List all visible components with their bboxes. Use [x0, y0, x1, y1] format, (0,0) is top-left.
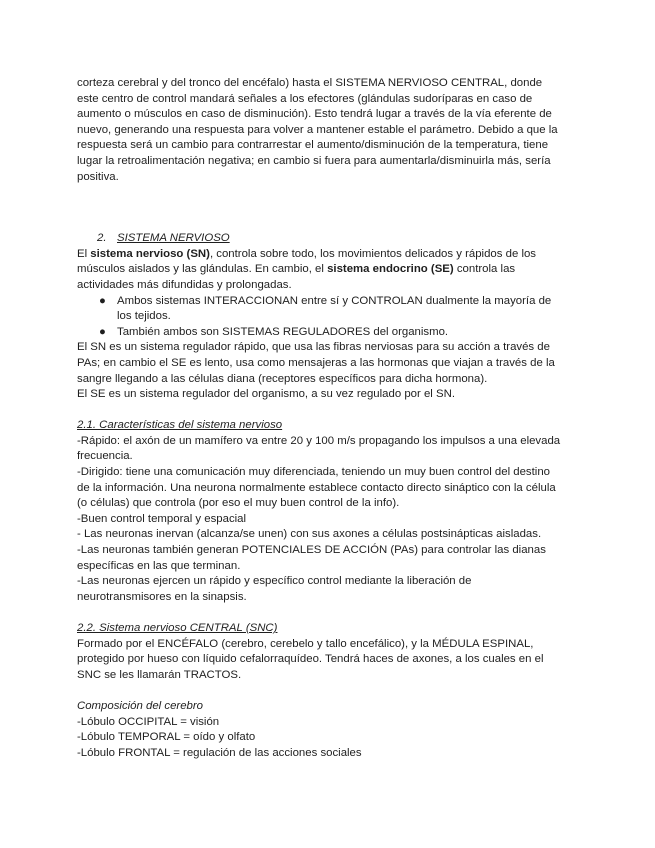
text-line: actividades más difundidas y prolongadas.: [77, 278, 292, 291]
text-line: positiva.: [77, 170, 119, 183]
text-line: de la información. Una neurona normalmente establece contacto directo sináptico con la célula: [77, 481, 556, 494]
section-number: 2.: [97, 232, 107, 245]
bullet-icon: ●: [99, 325, 106, 338]
text-line: -Lóbulo OCCIPITAL = visión: [77, 715, 220, 728]
text-line: -Rápido: el axón de un mamífero va entre 20 y 100 m/s propagando los impulsos a una elevada: [77, 434, 561, 447]
section-2-body: [77, 247, 577, 403]
composition-heading: Composición del cerebro: [77, 699, 203, 712]
text-line: El sistema nervioso (SN), controla sobre todo, los movimientos delicados y rápidos de los: [77, 247, 537, 260]
text-line: -Dirigido: tiene una comunicación muy diferenciada, teniendo un muy buen control del destino: [77, 466, 550, 479]
text-line: Formado por el ENCÉFALO (cerebro, cerebelo y tallo encefálico), y la MÉDULA ESPINAL,: [77, 637, 534, 650]
text-line: protegido por hueso con líquido cefalorraquídeo. Tendrá haces de axones, a los cuales en el: [77, 653, 544, 666]
list-item: ● Ambos sistemas INTERACCIONAN entre sí y CONTROLAN dualmente la mayoría de los tejidos.: [99, 294, 552, 323]
text-line: nuevo, generando una respuesta para volver a mantener estable el parámetro. Debido a que la: [77, 123, 558, 136]
subsection-heading-2-1: 2.1. Características del sistema nervioso: [77, 419, 283, 432]
text-line: - Las neuronas inervan (alcanza/se unen) con sus axones a células postsinápticas aisladas.: [77, 528, 542, 541]
list-item: ● También ambos son SISTEMAS REGULADORES del organismo.: [77, 325, 577, 341]
intro-paragraph: [77, 76, 577, 185]
text-line: El SN es un sistema regulador rápido, que usa las fibras nerviosas para su acción a través de: [77, 341, 550, 354]
bold-term: sistema endocrino (SE): [327, 263, 454, 276]
text-line: neurotransmisores en la sinapsis.: [77, 590, 247, 603]
text-line: corteza cerebral y del tronco del encéfalo) hasta el SISTEMA NERVIOSO CENTRAL, donde: [77, 77, 543, 89]
text-line: -Lóbulo TEMPORAL = oído y olfato: [77, 731, 256, 744]
text-line: -Las neuronas ejercen un rápido y específico control mediante la liberación de: [77, 575, 472, 588]
subsection-heading-2-2: 2.2. Sistema nervioso CENTRAL (SNC): [77, 622, 278, 634]
document-page: [77, 76, 577, 761]
bold-term: sistema nervioso (SN): [90, 247, 210, 260]
composition-list: [77, 715, 577, 762]
text-line: El SE es un sistema regulador del organismo, a su vez regulado por el SN.: [77, 388, 455, 401]
bullet-list: [77, 294, 577, 341]
text-line: específicas en las que terminan.: [77, 559, 241, 572]
section-2-1-body: [77, 434, 577, 606]
text-line: aumento o músculos en caso de disminución). Esto tendrá lugar a través de la vía eferente de: [77, 108, 552, 121]
text-line: -Las neuronas también generan POTENCIALES DE ACCIÓN (PAs) para controlar las dianas: [77, 544, 546, 557]
section-title: SISTEMA NERVIOSO: [117, 232, 230, 245]
section-2-2-body: [77, 637, 577, 684]
text-line: respuesta será un cambio para contrarrestar el aumento/disminución de la temperatura, tiene: [77, 139, 549, 152]
text-line: sangre llegando a las células diana (receptores específicos para dicha hormona).: [77, 372, 488, 385]
bullet-icon: ●: [99, 294, 106, 307]
text-line: -Buen control temporal y espacial: [77, 512, 247, 525]
text-line: SNC se les llamarán TRACTOS.: [77, 668, 242, 681]
text-line: frecuencia.: [77, 450, 133, 463]
text-line: (o células) que controla (por eso el muy buen control de la info).: [77, 497, 400, 510]
section-heading-2: [77, 231, 577, 247]
text-line: PAs; en cambio el SE es lento, usa como mensajeras a las hormonas que viajan a través de la: [77, 356, 555, 369]
text-line: músculos aislados y las glándulas. En cambio, el sistema endocrino (SE) controla las: [77, 263, 516, 276]
text-line: -Lóbulo FRONTAL = regulación de las acciones sociales: [77, 746, 362, 759]
text-line: lugar la retroalimentación negativa; en cambio si fuera para aumentarla/disminuirla más, sería: [77, 154, 551, 167]
text-line: este centro de control mandará señales a los efectores (glándulas sudoríparas en caso de: [77, 92, 533, 105]
